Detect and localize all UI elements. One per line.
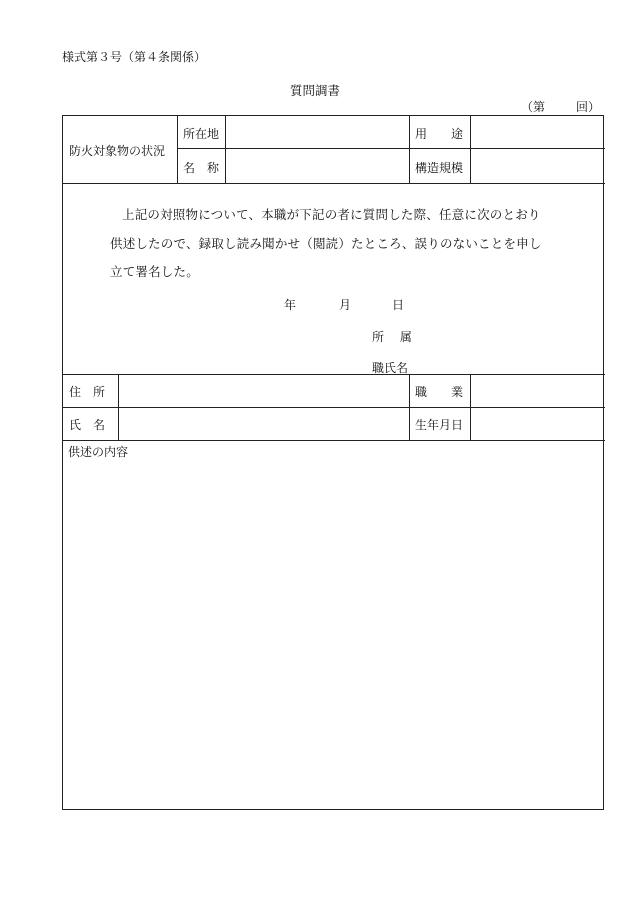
col-divider-person-label <box>118 374 119 440</box>
col-divider-person-right-value <box>470 374 471 440</box>
col-divider-person-right-label <box>409 374 410 440</box>
address-label: 住 所 <box>69 385 106 399</box>
statement-line-1: 上記の対照物について、本職が下記の者に質問した際、任意に次のとおり <box>122 207 541 222</box>
person-name-label: 氏 名 <box>69 418 106 432</box>
facility-name-label: 名 称 <box>183 161 220 175</box>
row-divider-content-top <box>63 440 605 441</box>
subject-section-label: 防火対象物の状況 <box>69 144 166 158</box>
col-divider-subject-label <box>177 116 178 183</box>
col-divider-right-value <box>470 116 471 183</box>
session-count-label: 回） <box>576 100 601 114</box>
affiliation-label: 所 属 <box>372 330 418 344</box>
date-month: 月 <box>339 298 352 312</box>
statement-line-2: 供述したので、録取し読み聞かせ（閲読）たところ、誤りのないことを申し <box>110 236 542 251</box>
statement-line-3: 立て署名した。 <box>110 264 199 279</box>
row-divider-statement-bottom <box>63 374 605 375</box>
date-year: 年 <box>284 298 297 312</box>
col-divider-right-label <box>409 116 410 183</box>
use-label: 用 途 <box>415 127 464 141</box>
document-title: 質問調書 <box>289 83 340 98</box>
col-divider-field-label <box>225 116 226 183</box>
occupation-label: 職 業 <box>415 385 464 399</box>
session-open: （第 <box>521 100 546 114</box>
row-divider-subject <box>177 148 605 149</box>
date-day: 日 <box>392 298 405 312</box>
officer-name-label: 職氏名 <box>372 361 409 375</box>
birthdate-label: 生年月日 <box>415 418 464 432</box>
row-divider-person <box>63 407 605 408</box>
statement-content-label: 供述の内容 <box>68 445 129 459</box>
row-divider-statement-top <box>63 183 605 184</box>
form-number: 様式第３号（第４条関係） <box>62 50 207 64</box>
structure-label: 構造規模 <box>415 161 464 175</box>
location-label: 所在地 <box>183 127 220 141</box>
